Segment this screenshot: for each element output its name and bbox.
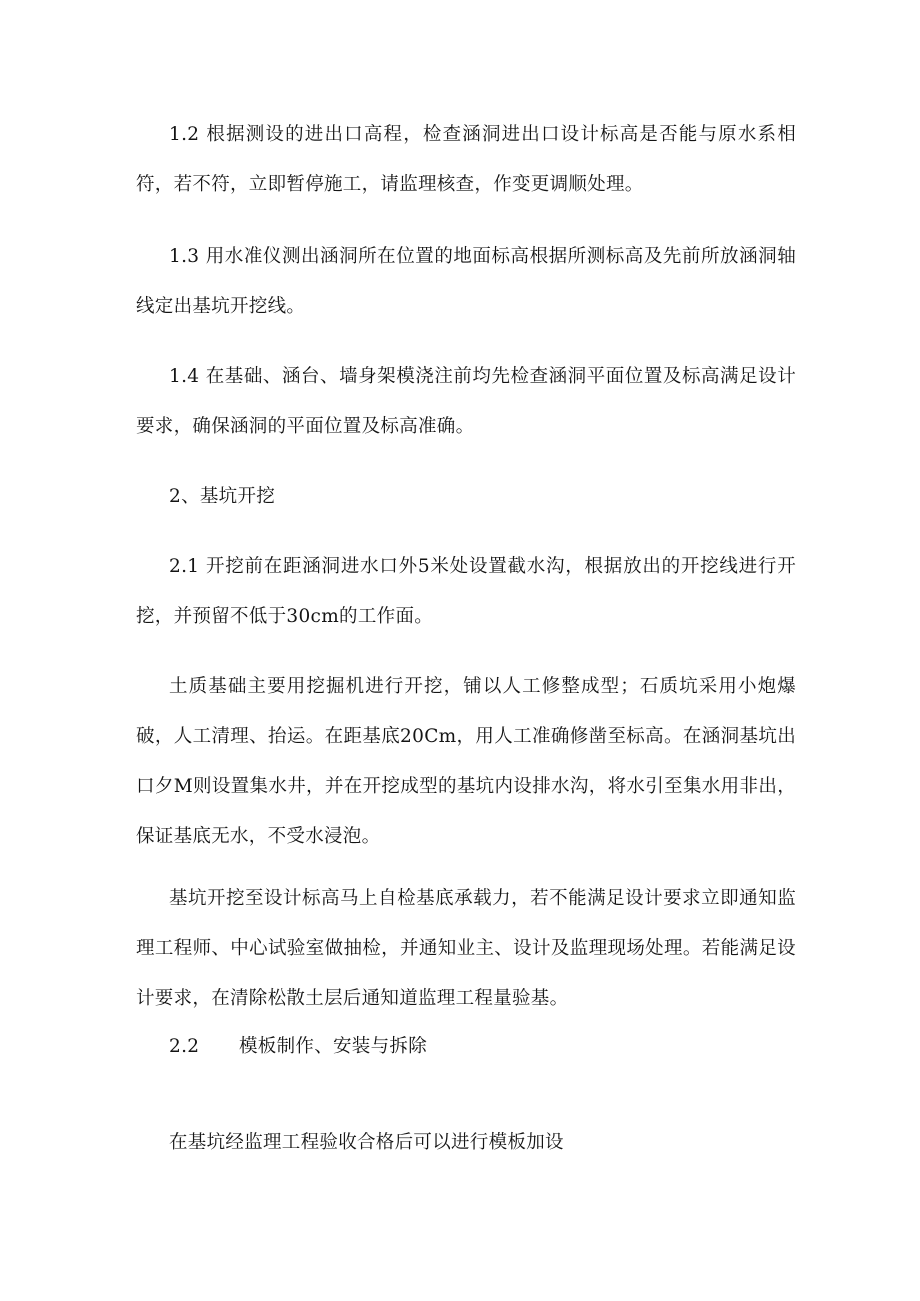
heading-2-2-number: 2.2 (169, 1036, 200, 1057)
paragraph-2-1: 2.1 开挖前在距涵洞进水口外5米处设置截水沟，根据放出的开挖线进行开挖，并预留不低于30cm的工作面。 (136, 556, 796, 627)
heading-2-2-title: 模板制作、安装与拆除 (239, 1036, 428, 1057)
paragraph-formwork-setup: 在基坑经监理工程验收合格后可以进行模板加设 (169, 1132, 564, 1153)
paragraph-soil-foundation: 土质基础主要用挖掘机进行开挖，铺以人工修整成型；石质坑采用小炮爆破，人工清理、抬运。在距基底20Cm，用人工准确修凿至标高。在涵洞基坑出口夕M则设置集水井，并在开挖成型的基坑内设排水沟，将水引至集水用非出，保证基底无水，不受水浸泡。 (136, 676, 796, 847)
paragraph-1-2: 1.2 根据测设的进出口高程，检查涵洞进出口设计标高是否能与原水系相符，若不符，立即暂停施工，请监理核查，作变更调顺处理。 (136, 124, 796, 195)
paragraph-bearing-capacity: 基坑开挖至设计标高马上自检基底承载力，若不能满足设计要求立即通知监理工程师、中心试验室做抽检，并通知业主、设计及监理现场处理。若能满足设计要求，在清除松散土层后通知道监理工程量验基。 (136, 888, 796, 1009)
paragraph-1-3: 1.3 用水准仪测出涵洞所在位置的地面标高根据所测标高及先前所放涵洞轴线定出基坑开挖线。 (136, 246, 796, 317)
paragraph-1-4: 1.4 在基础、涵台、墙身架模浇注前均先检查涵洞平面位置及标高满足设计要求，确保涵洞的平面位置及标高准确。 (136, 366, 796, 437)
heading-2-excavation: 2、基坑开挖 (169, 486, 276, 507)
heading-2-2 (169, 1022, 427, 1072)
